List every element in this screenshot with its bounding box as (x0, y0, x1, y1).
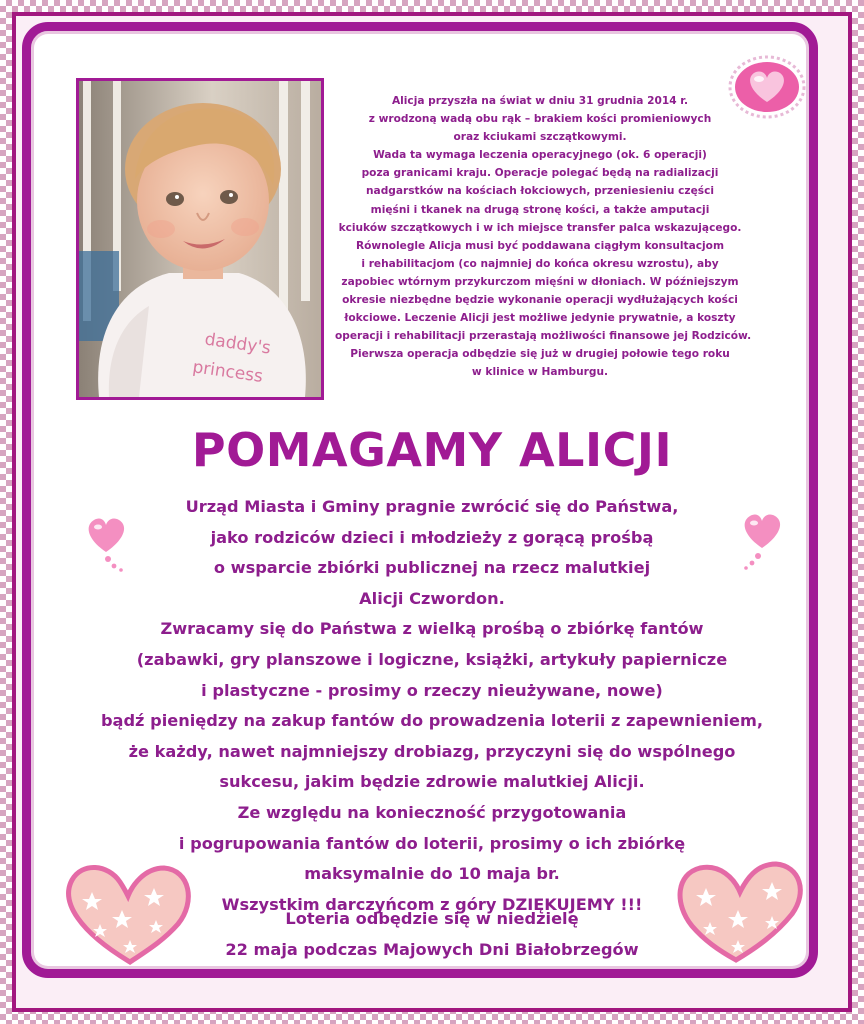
intro-line: Pierwsza operacja odbędzie się już w drugiej połowie tego roku (350, 348, 730, 361)
appeal-line: o wsparcie zbiórki publicznej na rzecz malutkiej (213, 558, 651, 578)
intro-line: z wrodzoną wadą obu rąk – brakiem kości promieniowych (368, 113, 712, 126)
intro-line: nadgarstków na kościach łokciowych, przeniesieniu części (366, 185, 714, 198)
appeal-line: sukcesu, jakim będzie zdrowie malutkiej Alicji. (219, 772, 645, 792)
intro-line: łokciowe. Leczenie Alicji jest możliwe jedynie prywatnie, a koszty (344, 312, 736, 325)
lottery-line: 22 maja podczas Majowych Dni Białobrzegów (225, 939, 639, 959)
appeal-line: maksymalnie do 10 maja br. (304, 864, 560, 884)
appeal-line: Wszystkim darczyńcom z góry DZIĘKUJEMY !!! (221, 894, 643, 914)
intro-line: operacji i rehabilitacji przerastają możliwości finansowe jej Rodziców. (335, 330, 752, 343)
intro-line: Alicja przyszła na świat w dniu 31 grudnia 2014 r. (391, 95, 689, 107)
intro-line: poza granicami kraju. Operacje polegać będą na radializacji (361, 167, 719, 180)
appeal-line: Zwracamy się do Państwa z wielką prośbą o zbiórkę fantów (160, 619, 704, 639)
intro-text (335, 92, 752, 382)
intro-line: zapobiec wtórnym przykurczom mięśni w dłoniach. W późniejszym (341, 275, 739, 288)
page-title: POMAGAMY ALICJI (191, 423, 673, 477)
appeal-line: (zabawki, gry planszowe i logiczne, książki, artykuły papiernicze (136, 649, 728, 669)
intro-line: kciuków szczątkowych i w ich miejsce transfer palca wskazującego. (338, 221, 742, 234)
appeal-line: i plastyczne - prosimy o rzeczy nieużywane, nowe) (201, 680, 663, 700)
appeal-line: Alicji Czwordon. (359, 588, 505, 608)
child-photo-illustration (79, 81, 321, 397)
appeal-line: i pogrupowania fantów do loterii, prosimy o ich zbiórkę (178, 833, 686, 853)
appeal-line: jako rodziców dzieci i młodzieży z gorącą prośbą (210, 527, 654, 547)
lottery-line: Loteria odbędzie się w niedzielę (285, 909, 579, 928)
intro-line: Równolegle Alicja musi być poddawana ciągłym konsultacjom (355, 239, 724, 252)
shirt-text-2: princess (191, 357, 265, 387)
child-photo (76, 78, 324, 400)
shirt-text-1: daddy's (203, 329, 272, 359)
intro-line: Wada ta wymaga leczenia operacyjnego (ok. 6 operacji) (373, 149, 707, 162)
appeal-text (0, 492, 864, 920)
intro-line: w klinice w Hamburgu. (471, 366, 609, 379)
appeal-line: Ze względu na konieczność przygotowania (237, 802, 627, 822)
intro-line: oraz kciukami szczątkowymi. (453, 131, 627, 144)
heart-badge-icon (728, 54, 806, 120)
appeal-line: że każdy, nawet najmniejszy drobiazg, przyczyni się do wspólnego (128, 741, 736, 761)
lottery-info (0, 904, 864, 965)
intro-line: i rehabilitacjom (co najmniej do końca okresu wzrostu), aby (361, 257, 719, 270)
appeal-line: Urząd Miasta i Gminy pragnie zwrócić się do Państwa, (185, 497, 679, 516)
intro-line: mięśni i tkanek na drugą stronę kości, a także amputacji (370, 203, 710, 216)
appeal-line: bądź pieniędzy na zakup fantów do prowadzenia loterii z zapewnieniem, (100, 711, 764, 731)
intro-line: okresie niezbędne będzie wykonanie operacji wydłużających kości (342, 294, 738, 307)
